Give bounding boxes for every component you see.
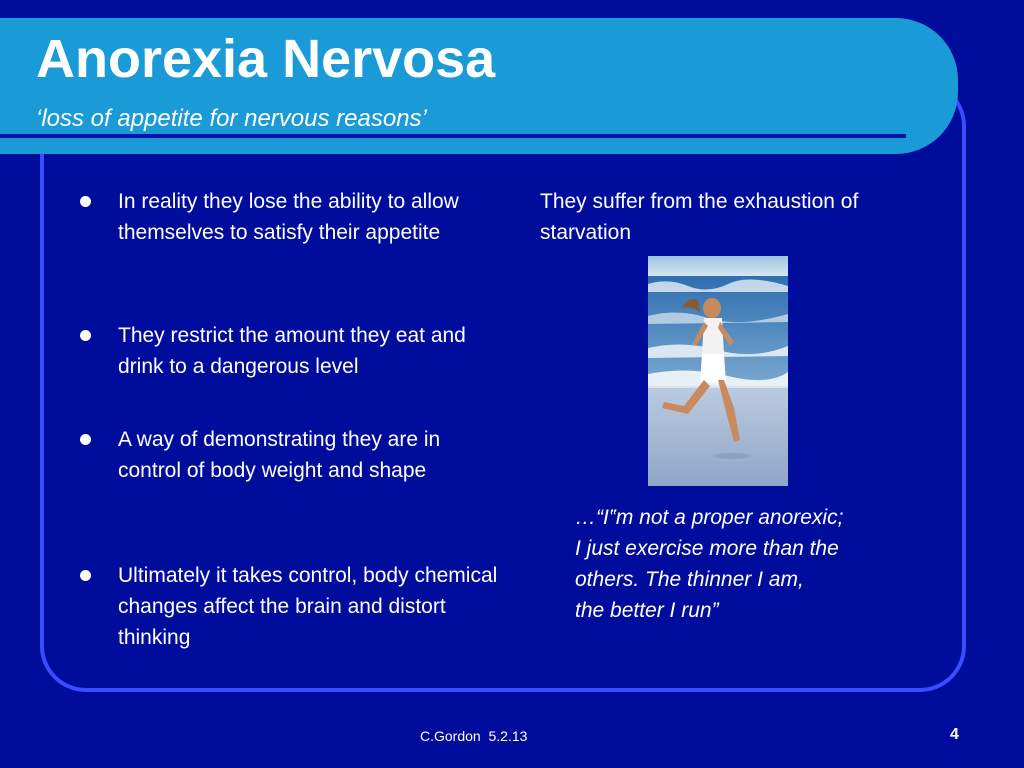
bullet-dot-icon xyxy=(80,434,91,445)
runner-photo xyxy=(648,256,788,486)
bullet-text: A way of demonstrating they are in control of body weight and shape xyxy=(118,428,441,482)
title-underline xyxy=(0,134,906,138)
slide-title: Anorexia Nervosa xyxy=(36,29,496,89)
bullet-item xyxy=(80,320,500,382)
slide-footer: C.Gordon 5.2.13 xyxy=(420,728,528,744)
quote-line: I just exercise more than the xyxy=(575,537,839,560)
bullet-item xyxy=(80,560,500,653)
runner-quote xyxy=(575,502,935,626)
right-column-heading: They suffer from the exhaustion of starvation xyxy=(540,190,859,244)
page-number: 4 xyxy=(950,726,959,743)
quote-line: others. The thinner I am, xyxy=(575,568,804,591)
bullet-dot-icon xyxy=(80,570,91,581)
bullet-dot-icon xyxy=(80,330,91,341)
bullet-text: Ultimately it takes control, body chemical changes affect the brain and distort thinking xyxy=(118,564,498,649)
bullet-text: They restrict the amount they eat and drink to a dangerous level xyxy=(118,324,466,378)
quote-line: the better I run” xyxy=(575,599,719,622)
bullet-text: In reality they lose the ability to allow themselves to satisfy their appetite xyxy=(118,190,459,244)
bullet-item xyxy=(80,186,500,248)
quote-line: …“I‟m not a proper anorexic; xyxy=(575,506,844,529)
bullet-item xyxy=(80,424,500,486)
bullet-dot-icon xyxy=(80,196,91,207)
slide-subtitle: ‘loss of appetite for nervous reasons’ xyxy=(36,105,427,132)
